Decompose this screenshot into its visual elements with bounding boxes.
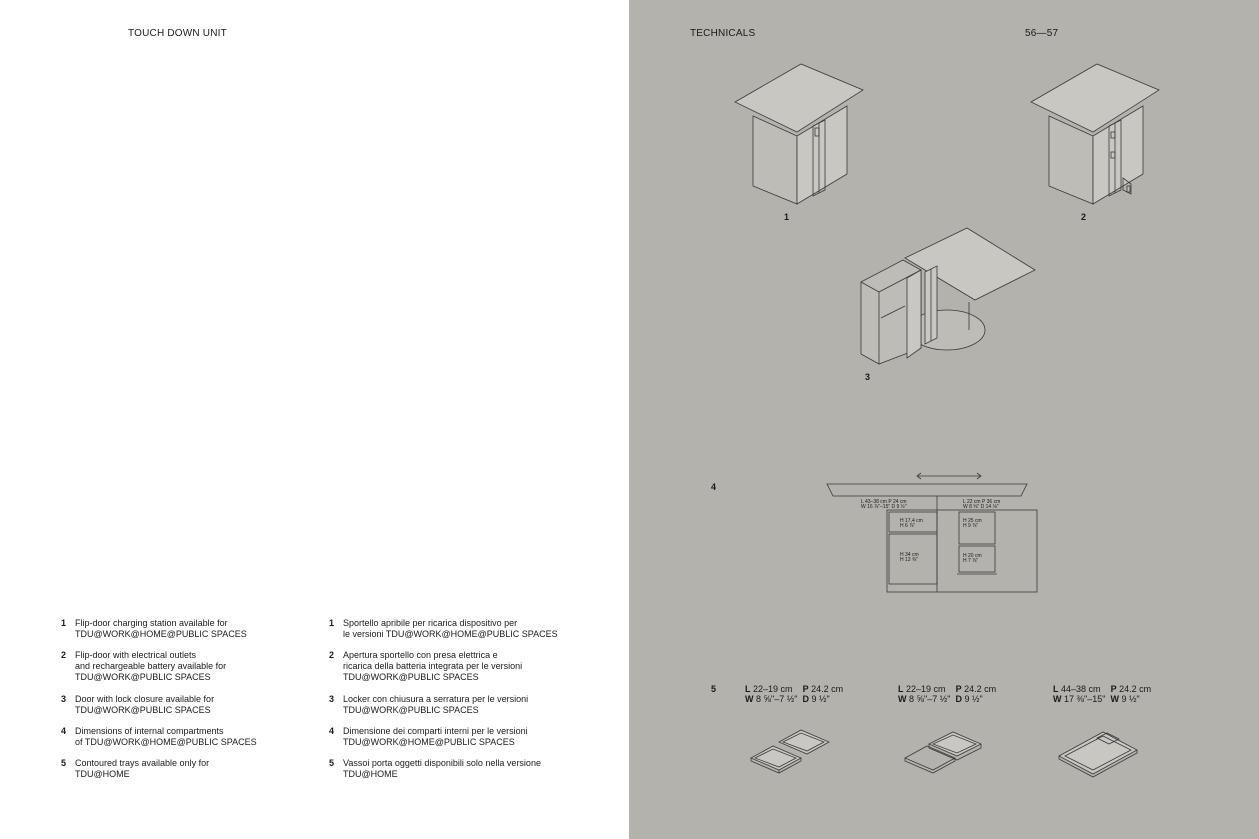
tray-pair-stacked-drawing [903,728,985,776]
dim-d-in: H 9 ⅞" [963,523,979,529]
caption-text: Flip-door charging station available for TDU@WORK@HOME@PUBLIC SPACES [75,618,247,639]
figure-label-1: 1 [784,212,790,222]
caption-text: Flip-door with electrical outlets and rechargeable battery available for TDU@WORK@PUBLIC SPACES [75,650,227,682]
dim-c-in: H 6 ⅞" [900,523,916,529]
dim-d-cm: H 25 cm [963,518,982,524]
cabinet-closed-drawing [729,62,869,202]
right-header-title: TECHNICALS [690,28,756,39]
tray-pair-drawing [749,728,831,776]
caption-number: 2 [329,650,335,660]
cabinet-flip-door-drawing [1025,62,1165,202]
dim-b-length: L 22 cm P 36 cm [963,499,1001,505]
caption-text: Sportello apribile per ricarica dispositivo per le versioni TDU@WORK@HOME@PUBLIC SPACES [343,618,558,639]
page-numbers: 56—57 [1025,28,1059,39]
dim-a-length: L 43–38 cm P 24 cm [861,499,907,505]
figure-label-3: 3 [865,372,871,382]
open-locker-drawing [859,226,1039,366]
caption-text: Contoured trays available only for TDU@HOME [75,758,210,779]
compartments-elevation-drawing [825,470,1041,594]
tray-large-drawing [1057,728,1139,776]
caption-number: 4 [329,726,335,736]
caption-number: 2 [61,650,67,660]
dim-a-width: W 16 ⅞"–15" D 9 ½" [861,504,907,510]
caption-text: Locker con chiusura a serratura per le versioni TDU@WORK@PUBLIC SPACES [343,694,529,715]
figure-label-4: 4 [711,482,717,492]
caption-number: 1 [61,618,67,628]
caption-text: Dimensions of internal compartments of TDU@WORK@HOME@PUBLIC SPACES [75,726,257,747]
dim-b-width: W 8 ⅝" D 14 ⅛" [963,504,999,510]
figure-label-2: 2 [1081,212,1087,222]
caption-number: 5 [61,758,67,768]
caption-text: Dimensione dei comparti interni per le versioni TDU@WORK@HOME@PUBLIC SPACES [343,726,528,747]
caption-number: 4 [61,726,67,736]
dim-e-in: H 13 ⅜" [900,557,918,563]
tray-1-dims: L 22–19 cm P 24.2 cm W 8 ⅝"–7 ½" D 9 ½" [745,684,844,704]
caption-number: 5 [329,758,335,768]
right-page [629,0,1259,839]
caption-number: 3 [61,694,67,704]
dim-f-cm: H 20 cm [963,553,982,559]
dim-f-in: H 7 ⅞" [963,558,979,564]
dim-c-cm: H 17,4 cm [900,518,923,524]
left-header-title: TOUCH DOWN UNIT [128,28,227,39]
caption-text: Vassoi porta oggetti disponibili solo nella versione TDU@HOME [343,758,541,779]
caption-text: Door with lock closure available for TDU@WORK@PUBLIC SPACES [75,694,215,715]
dim-e-cm: H 34 cm [900,552,919,558]
caption-number: 1 [329,618,335,628]
caption-text: Apertura sportello con presa elettrica e ricarica della batteria integrata per le versioni TDU@WORK@PUBLIC SPACES [343,650,523,682]
tray-2-dims: L 22–19 cm P 24.2 cm W 8 ⅝"–7 ½" D 9 ½" [898,684,997,704]
caption-number: 3 [329,694,335,704]
left-page [0,0,629,839]
figure-label-5: 5 [711,684,717,694]
tray-3-dims: L 44–38 cm P 24.2 cm W 17 ⅜"–15" W 9 ½" [1053,684,1152,704]
